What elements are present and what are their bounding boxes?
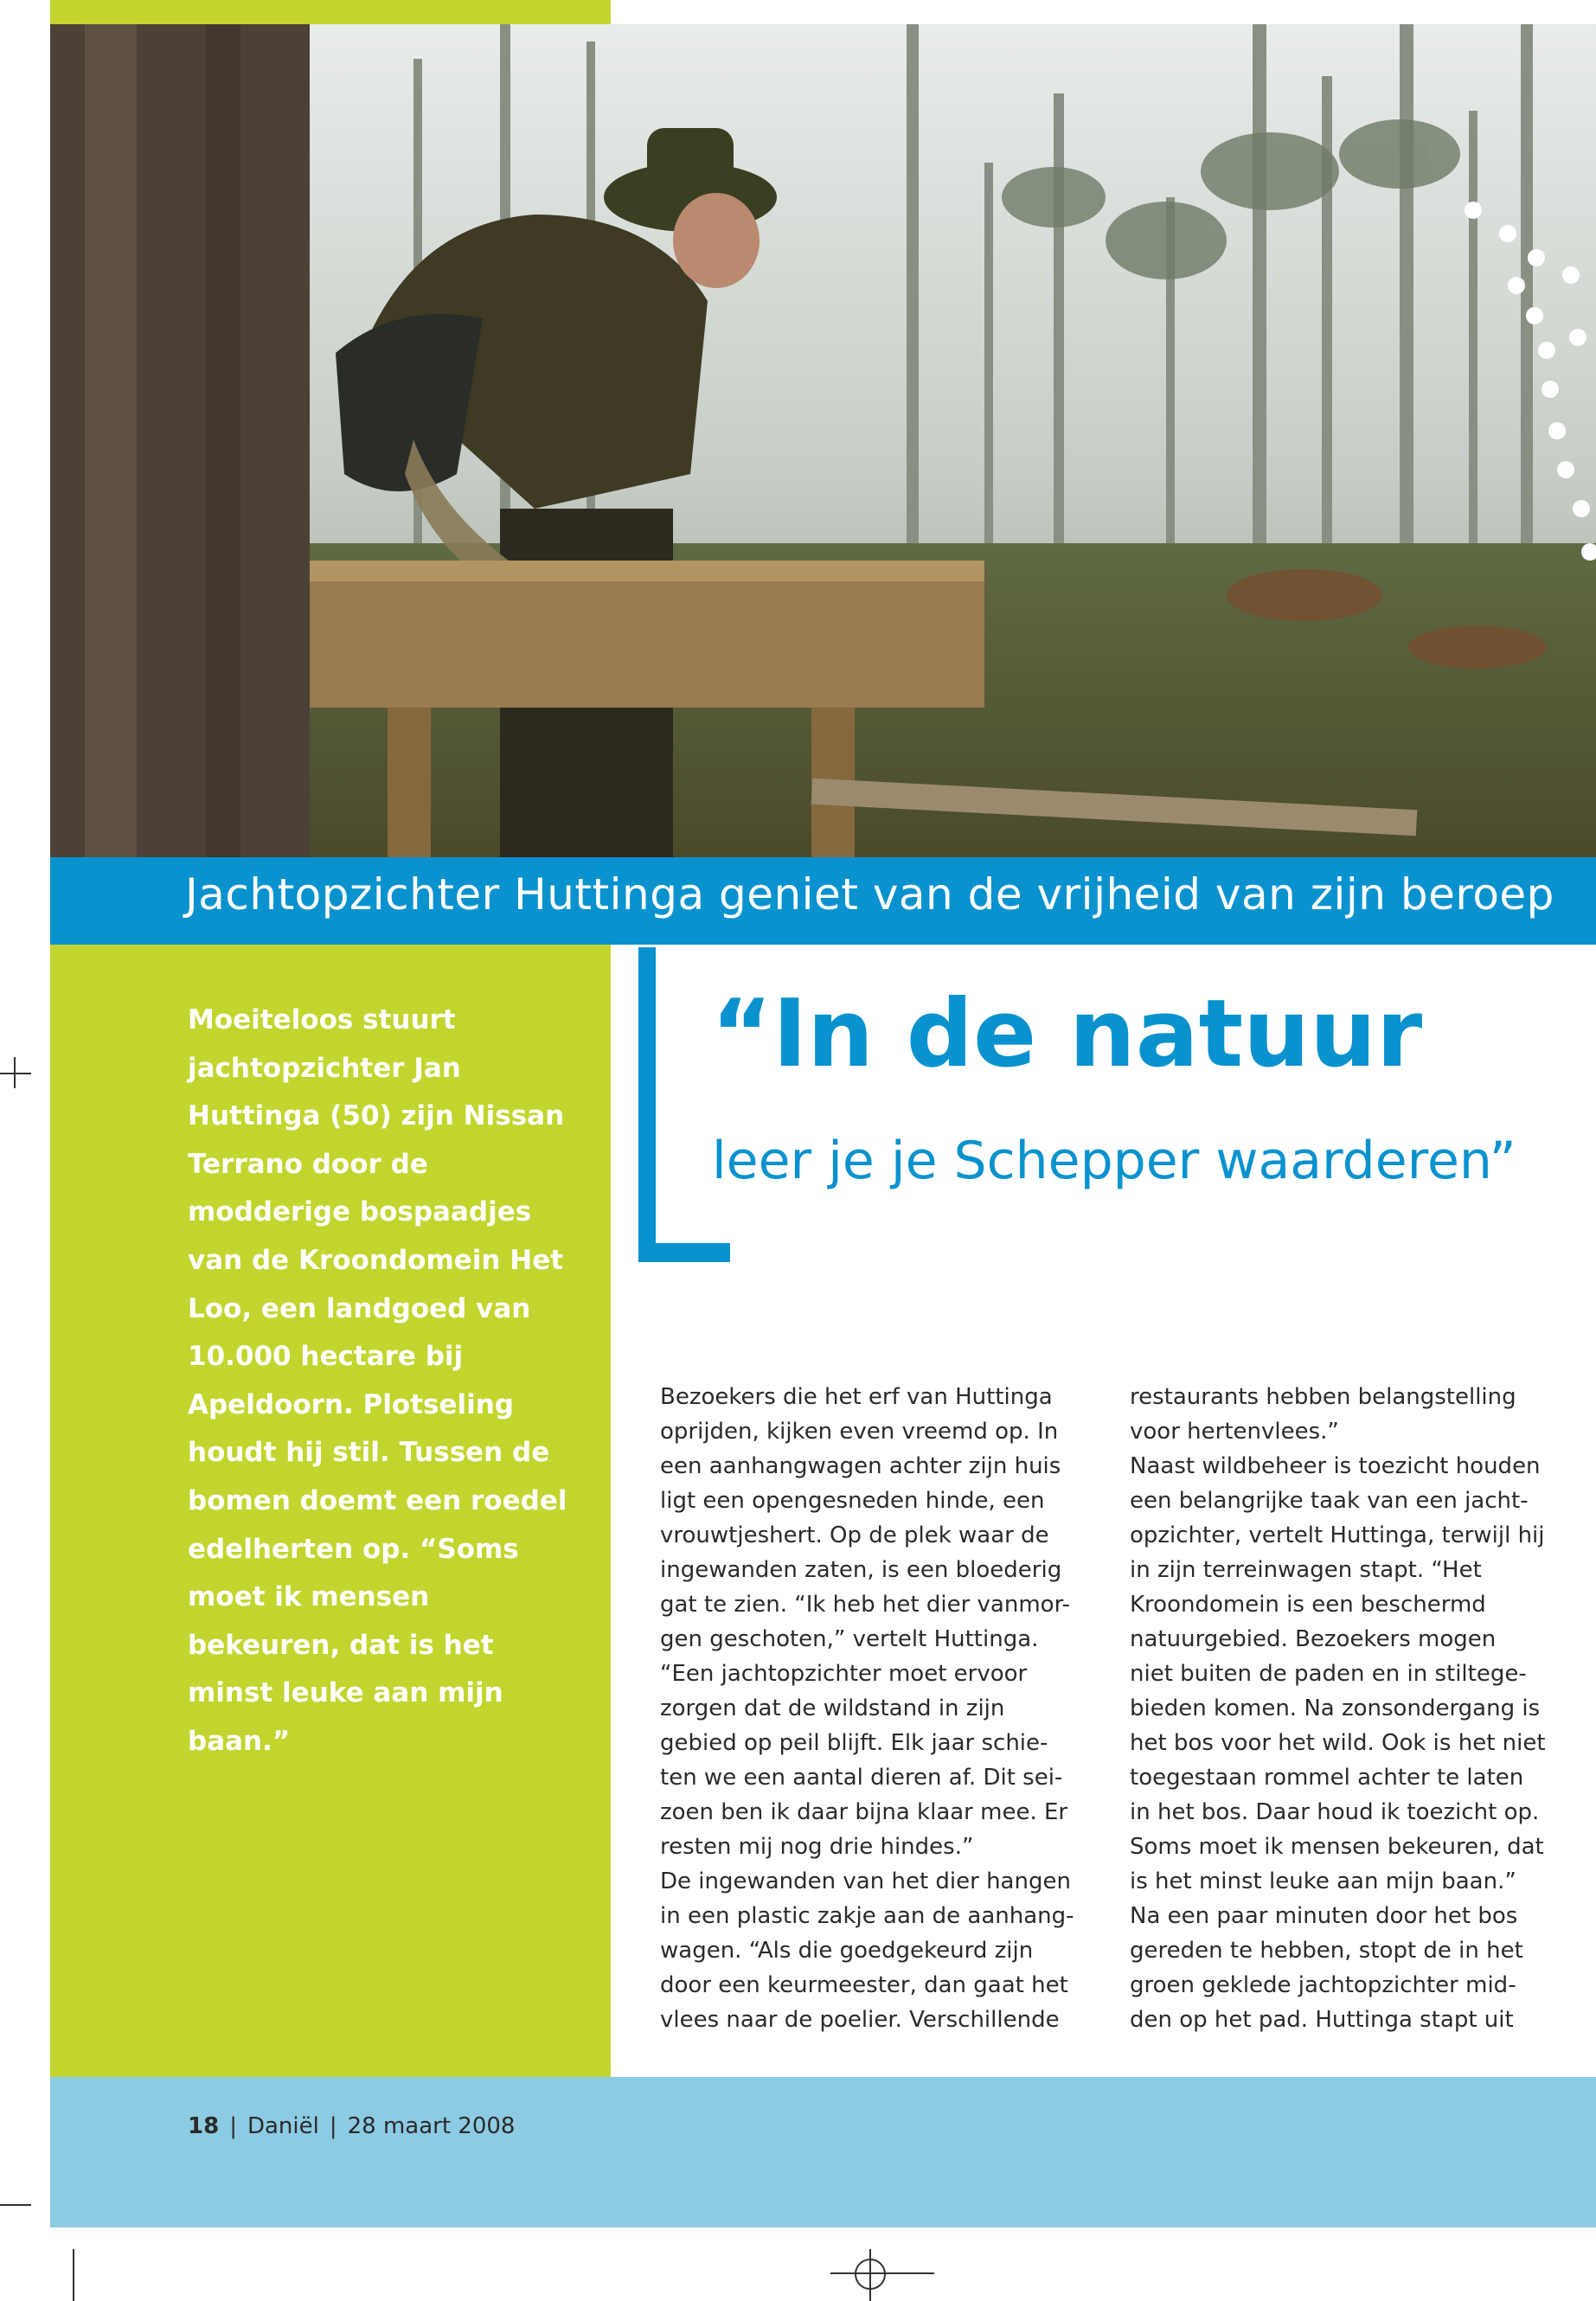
body-text-line: Bezoekers die het erf van Huttinga bbox=[660, 1384, 1053, 1410]
decorative-dot bbox=[1538, 342, 1555, 359]
magazine-name: Daniël bbox=[247, 2113, 319, 2139]
body-text-line: zorgen dat de wildstand in zijn bbox=[660, 1695, 1005, 1721]
body-text-line: in het bos. Daar houd ik toezicht op. bbox=[1130, 1799, 1540, 1825]
decorative-dot bbox=[1542, 381, 1559, 398]
footer-separator: | bbox=[329, 2113, 337, 2139]
body-text-line: is het minst leuke aan mijn baan.” bbox=[1130, 1868, 1516, 1894]
decorative-dot bbox=[1557, 461, 1574, 478]
page-number: 18 bbox=[188, 2113, 220, 2139]
forest-photo-illustration bbox=[50, 24, 1596, 857]
body-text-line: vrouwtjeshert. Op de plek waar de bbox=[660, 1522, 1049, 1548]
body-text-line: Kroondomein is een beschermd bbox=[1130, 1592, 1486, 1618]
body-text-line: door een keurmeester, dan gaat het bbox=[660, 1972, 1068, 1998]
body-text-line: restaurants hebben belangstelling bbox=[1130, 1384, 1516, 1410]
top-green-strip bbox=[50, 0, 611, 24]
article-photo bbox=[50, 24, 1596, 857]
body-text-line: gebied op peil blijft. Elk jaar schie- bbox=[660, 1730, 1048, 1756]
body-text-line: een aanhangwagen achter zijn huis bbox=[660, 1453, 1061, 1479]
body-text-line: groen geklede jachtopzichter mid- bbox=[1130, 1972, 1516, 1998]
issue-date: 28 maart 2008 bbox=[347, 2113, 516, 2139]
body-text-line: “Een jachtopzichter moet ervoor bbox=[660, 1661, 1028, 1687]
body-column-right bbox=[1130, 1380, 1567, 2037]
body-text-line: een belangrijke taak van een jacht- bbox=[1130, 1488, 1529, 1514]
footer bbox=[188, 2113, 515, 2139]
intro-paragraph: Moeiteloos stuurt jachtopzichter Jan Huttinga (50) zijn Nissan Terrano door de modderige bospaadjes van de Kroondomein Het Loo, een landgoed van 10.000 hectare bij Apeldoorn. Plotseling houdt hij stil. Tussen de bomen doemt een roedel edelherten op. “Soms moet ik mensen bekeuren, dat is het minst leuke aan mijn baan.” bbox=[188, 1004, 567, 1757]
body-text-line: Na een paar minuten door het bos bbox=[1130, 1903, 1518, 1929]
body-text-line: ten we een aantal dieren af. Dit sei- bbox=[660, 1765, 1063, 1791]
body-column-left bbox=[660, 1380, 1097, 2037]
body-text-line: natuurgebied. Bezoekers mogen bbox=[1130, 1626, 1497, 1652]
decorative-dot bbox=[1526, 307, 1543, 324]
decorative-dot bbox=[1499, 225, 1516, 242]
headline-bracket-horizontal bbox=[638, 1243, 730, 1262]
decorative-dot bbox=[1508, 277, 1525, 294]
footer-separator: | bbox=[229, 2113, 237, 2139]
subtitle-band bbox=[50, 857, 1596, 945]
body-text-line: resten mij nog drie hindes.” bbox=[660, 1834, 974, 1860]
body-text-line: oprijden, kijken even vreemd op. In bbox=[660, 1419, 1059, 1445]
registration-mark bbox=[855, 2259, 886, 2290]
body-text-line: Naast wildbeheer is toezicht houden bbox=[1130, 1453, 1541, 1479]
body-text-line: den op het pad. Huttinga stapt uit bbox=[1130, 2007, 1514, 2033]
body-text-line: toegestaan rommel achter te laten bbox=[1130, 1765, 1524, 1791]
intro-panel bbox=[50, 945, 611, 2077]
body-text-line: in een plastic zakje aan de aanhang- bbox=[660, 1903, 1074, 1929]
body-text-line: vlees naar de poelier. Verschillende bbox=[660, 2007, 1060, 2033]
decorative-dot bbox=[1569, 329, 1586, 346]
body-text-line: zoen ben ik daar bijna klaar mee. Er bbox=[660, 1799, 1068, 1825]
headline-bracket-vertical bbox=[638, 947, 656, 1252]
decorative-dot bbox=[1548, 422, 1566, 439]
footer-band bbox=[50, 2077, 1596, 2227]
crop-mark bbox=[14, 1057, 16, 1088]
body-text-line: Soms moet ik mensen bekeuren, dat bbox=[1130, 1834, 1544, 1860]
decorative-dot bbox=[1562, 266, 1580, 284]
body-text-line: niet buiten de paden en in stiltege- bbox=[1130, 1661, 1527, 1687]
decorative-dot bbox=[1528, 249, 1545, 266]
body-text-line: voor hertenvlees.” bbox=[1130, 1419, 1339, 1445]
crop-mark bbox=[0, 2204, 31, 2206]
body-text-line: ligt een opengesneden hinde, een bbox=[660, 1488, 1045, 1514]
decorative-dot bbox=[1465, 202, 1482, 219]
headline-sub: leer je je Schepper waarderen” bbox=[712, 1131, 1516, 1191]
body-text-line: gat te zien. “Ik heb het dier vanmor- bbox=[660, 1592, 1070, 1618]
body-text-line: in zijn terreinwagen stapt. “Het bbox=[1130, 1557, 1482, 1583]
decorative-dot bbox=[1573, 500, 1590, 517]
article-subtitle: Jachtopzichter Huttinga geniet van de vrijheid van zijn beroep bbox=[185, 869, 1554, 920]
decorative-dot bbox=[1581, 543, 1596, 561]
body-text-line: opzichter, vertelt Huttinga, terwijl hij bbox=[1130, 1522, 1545, 1548]
crop-mark bbox=[73, 2249, 74, 2301]
body-text-line: ingewanden zaten, is een bloederig bbox=[660, 1557, 1062, 1583]
body-text-line: het bos voor het wild. Ook is het niet bbox=[1130, 1730, 1546, 1756]
body-text-line: De ingewanden van het dier hangen bbox=[660, 1868, 1071, 1894]
body-text-line: wagen. “Als die goedgekeurd zijn bbox=[660, 1938, 1034, 1964]
body-text-line: gereden te hebben, stopt de in het bbox=[1130, 1938, 1523, 1964]
body-text-line: gen geschoten,” vertelt Huttinga. bbox=[660, 1626, 1039, 1652]
headline-main: “In de natuur bbox=[711, 980, 1423, 1088]
body-text-line: bieden komen. Na zonsondergang is bbox=[1130, 1695, 1541, 1721]
crop-mark bbox=[0, 1073, 31, 1074]
